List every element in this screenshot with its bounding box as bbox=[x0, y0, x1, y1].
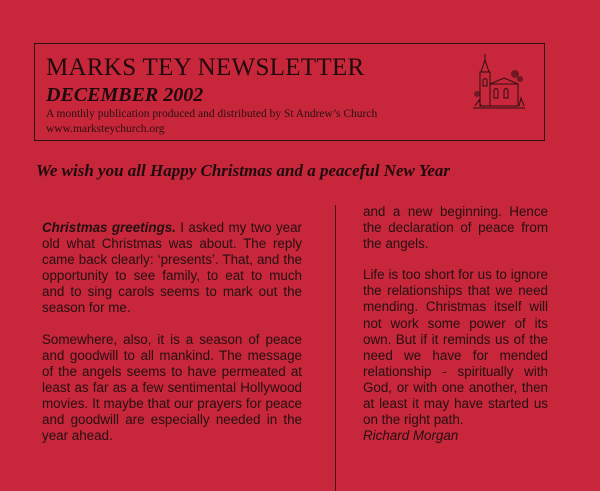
church-illustration bbox=[471, 50, 527, 114]
article-paragraph bbox=[42, 220, 302, 317]
issue-date: DECEMBER 2002 bbox=[46, 84, 204, 106]
paragraph-text: I asked my two year old what Christmas was about. The reply came back clearly: ‘presents’. That, and the opportunity to see family, to eat to much and to sing carols seems to mark out the season for me. bbox=[42, 220, 302, 316]
article-column-left bbox=[42, 220, 302, 459]
article-paragraph bbox=[363, 267, 548, 444]
newsletter-title: MARKS TEY NEWSLETTER bbox=[46, 54, 365, 81]
article-paragraph: and a new beginning. Hence the declaration of peace from the angels. bbox=[363, 204, 548, 252]
column-divider bbox=[335, 205, 336, 491]
article-paragraph: Somewhere, also, it is a season of peace and goodwill to all mankind. The message of the angels seems to have permeated at least as far as a few sentimental Hollywood movies. It maybe that our prayers for peace and goodwill are especially needed in the year ahead. bbox=[42, 331, 302, 444]
seasonal-greeting: We wish you all Happy Christmas and a peaceful New Year bbox=[36, 161, 451, 180]
paragraph-text: Life is too short for us to ignore the relationships that we need mending. Christmas itself will not work some power of its own. But if it reminds us of the need we have for mended relationship - spiritually with God, or with one another, then at least it may have started us on the right path. bbox=[363, 267, 548, 428]
article-lead: Christmas greetings. bbox=[42, 220, 176, 235]
article-column-right bbox=[363, 204, 548, 444]
masthead bbox=[34, 43, 545, 141]
publisher-line: A monthly publication produced and distributed by St Andrew’s Church bbox=[46, 108, 378, 120]
website-link: www.marksteychurch.org bbox=[46, 123, 165, 135]
author-signature: Richard Morgan bbox=[363, 428, 459, 444]
